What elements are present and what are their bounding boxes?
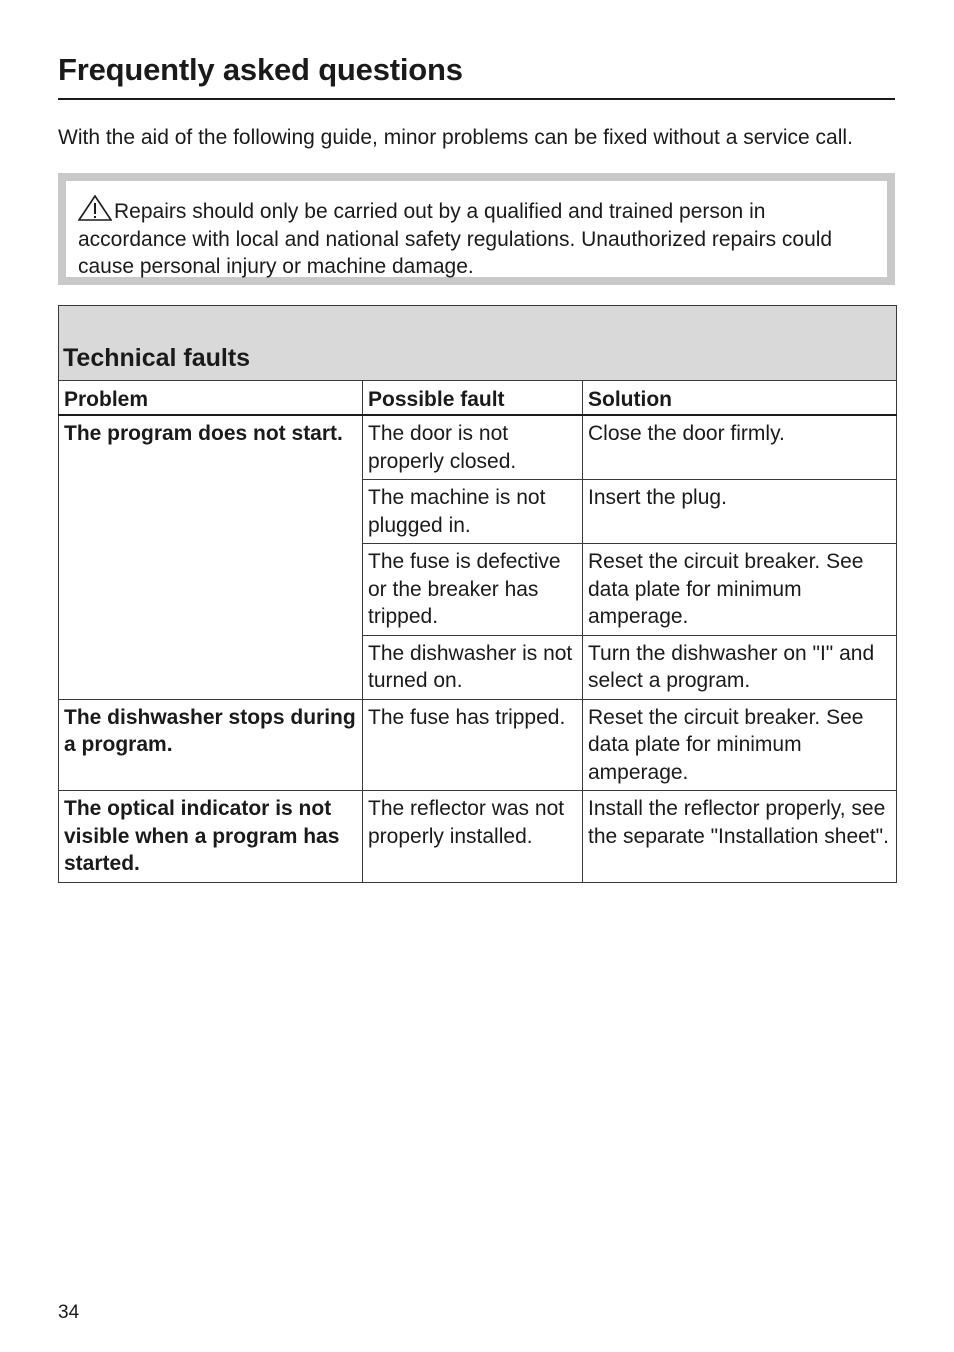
solution-cell: Insert the plug. [583,480,897,544]
table-row [59,699,897,791]
fault-cell: The door is not properly closed. [363,415,583,480]
table-row [59,791,897,883]
solution-cell: Reset the circuit breaker. See data plate for minimum amperage. [583,544,897,636]
fault-cell: The fuse has tripped. [363,699,583,791]
page-title: Frequently asked questions [58,52,463,87]
section-header-row [59,306,897,381]
column-header-row [59,381,897,416]
section-title: Technical faults [59,306,897,381]
technical-faults-table [58,305,897,883]
problem-cell: The dishwasher stops during a program. [59,699,363,791]
header-solution: Solution [583,381,897,416]
fault-cell: The fuse is defective or the breaker has tripped. [363,544,583,636]
fault-cell: The dishwasher is not turned on. [363,635,583,699]
warning-text: Repairs should only be carried out by a qualified and trained person in accordance with local and national safety regulations. Unauthorized repairs could cause personal injury or machine damage. [78,200,833,278]
page-number: 34 [58,1302,80,1323]
solution-cell: Reset the circuit breaker. See data plate for minimum amperage. [583,699,897,791]
warning-triangle-icon [78,195,112,221]
warning-box [58,173,895,285]
solution-cell: Turn the dishwasher on "I" and select a program. [583,635,897,699]
header-possible-fault: Possible fault [363,381,583,416]
problem-cell: The program does not start. [59,415,363,699]
intro-text: With the aid of the following guide, minor problems can be fixed without a service call. [58,126,853,149]
title-divider [58,98,895,100]
solution-cell: Close the door firmly. [583,415,897,480]
solution-cell: Install the reflector properly, see the separate "Installation sheet". [583,791,897,883]
header-problem: Problem [59,381,363,416]
fault-cell: The machine is not plugged in. [363,480,583,544]
problem-cell: The optical indicator is not visible when a program has started. [59,791,363,883]
table-row [59,415,897,480]
fault-cell: The reflector was not properly installed. [363,791,583,883]
warning-paragraph [78,195,875,281]
